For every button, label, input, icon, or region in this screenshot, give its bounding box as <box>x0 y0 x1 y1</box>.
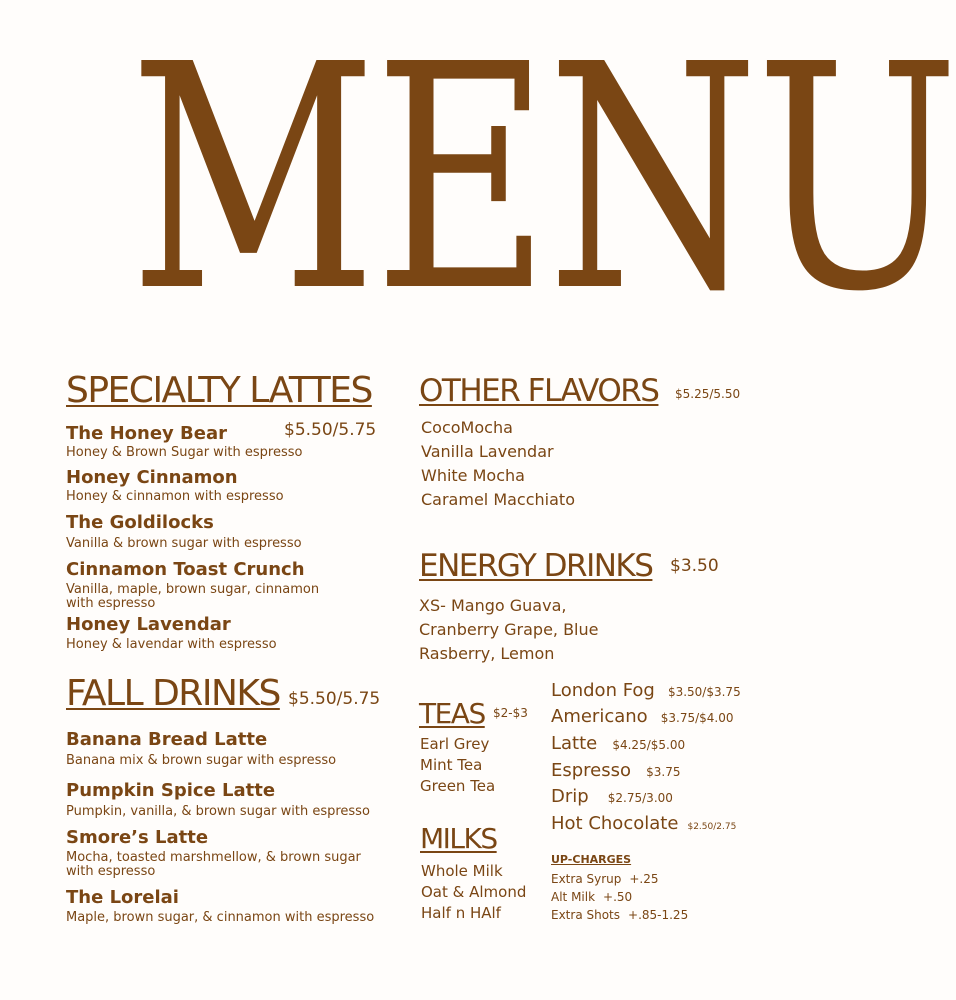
list-item <box>551 888 688 906</box>
list-item: Oat & Almond <box>421 883 527 901</box>
hot-item-price: $3.75/$4.00 <box>660 711 734 725</box>
energy-drinks-list <box>419 594 598 666</box>
item-name-honey-cinnamon: Honey Cinnamon <box>66 467 238 488</box>
list-item: White Mocha <box>421 466 525 485</box>
hot-item-price: $3.50/$3.75 <box>667 685 741 699</box>
upcharges-heading: UP-CHARGES <box>551 853 632 866</box>
hot-item-espresso <box>551 760 680 781</box>
hot-item-price: $4.25/$5.00 <box>612 738 686 752</box>
fall-drinks-heading: FALL DRINKS <box>66 673 280 714</box>
hot-item-name: Latte <box>551 733 598 754</box>
menu-title: MENU <box>129 0 956 360</box>
item-name-lorelai: The Lorelai <box>66 887 179 908</box>
specialty-lattes-heading: SPECIALTY LATTES <box>66 370 372 411</box>
energy-drinks-heading: ENERGY DRINKS <box>419 548 653 584</box>
item-name-honey-bear: The Honey Bear <box>66 423 227 444</box>
item-desc-goldilocks: Vanilla & brown sugar with espresso <box>66 536 302 551</box>
item-desc-banana-bread-latte: Banana mix & brown sugar with espresso <box>66 753 337 768</box>
list-item <box>551 906 688 924</box>
list-item: Mint Tea <box>420 756 483 774</box>
item-desc-honey-bear: Honey & Brown Sugar with espresso <box>66 445 303 460</box>
upcharge-name: Extra Syrup <box>551 872 622 886</box>
list-item: Caramel Macchiato <box>421 490 575 509</box>
hot-item-hot-chocolate <box>551 813 736 834</box>
hot-item-drip <box>551 786 673 807</box>
upcharge-name: Extra Shots <box>551 908 621 922</box>
hot-item-name: London Fog <box>551 680 655 701</box>
hot-item-name: Americano <box>551 706 648 727</box>
other-flavors-heading: OTHER FLAVORS <box>419 373 659 409</box>
upcharge-price: +.50 <box>603 890 633 904</box>
item-desc-honey-lavendar: Honey & lavendar with espresso <box>66 637 277 652</box>
upcharges-list <box>551 870 688 924</box>
hot-item-latte <box>551 733 685 754</box>
hot-item-price: $2.50/2.75 <box>687 822 737 832</box>
item-name-cinnamon-toast-crunch: Cinnamon Toast Crunch <box>66 559 305 580</box>
upcharge-price: +.85-1.25 <box>628 908 689 922</box>
item-name-pumpkin-spice-latte: Pumpkin Spice Latte <box>66 780 276 801</box>
hot-item-name: Hot Chocolate <box>551 813 679 834</box>
item-name-goldilocks: The Goldilocks <box>66 512 214 533</box>
item-desc-pumpkin-spice-latte: Pumpkin, vanilla, & brown sugar with espresso <box>66 804 370 819</box>
list-item: Green Tea <box>420 777 496 795</box>
hot-item-name: Espresso <box>551 760 632 781</box>
item-name-honey-lavendar: Honey Lavendar <box>66 614 231 635</box>
fall-price: $5.50/5.75 <box>288 689 381 709</box>
milks-heading: MILKS <box>420 822 497 855</box>
upcharge-price: +.25 <box>629 872 659 886</box>
energy-drinks-price: $3.50 <box>670 556 719 576</box>
hot-item-americano <box>551 706 734 727</box>
hot-item-price: $3.75 <box>646 765 681 779</box>
list-item: Earl Grey <box>420 735 490 753</box>
hot-item-price: $2.75/3.00 <box>607 791 673 805</box>
list-item: Half n HAlf <box>421 904 501 922</box>
upcharge-name: Alt Milk <box>551 890 596 904</box>
list-item: Whole Milk <box>421 862 503 880</box>
milks-list <box>421 861 526 924</box>
teas-price: $2-$3 <box>493 706 528 720</box>
specialty-price: $5.50/5.75 <box>284 420 377 440</box>
list-item: CocoMocha <box>421 418 513 437</box>
item-desc-lorelai: Maple, brown sugar, & cinnamon with espresso <box>66 910 375 925</box>
item-desc-smores-latte: Mocha, toasted marshmellow, & brown sugar with espresso <box>66 850 361 879</box>
other-flavors-price: $5.25/5.50 <box>675 387 741 401</box>
item-name-banana-bread-latte: Banana Bread Latte <box>66 729 268 750</box>
hot-item-london-fog <box>551 680 741 701</box>
list-item: Rasberry, Lemon <box>419 644 555 663</box>
item-name-smores-latte: Smore’s Latte <box>66 827 209 848</box>
other-flavors-list <box>421 416 575 512</box>
teas-list <box>420 734 495 797</box>
hot-item-name: Drip <box>551 786 589 807</box>
teas-heading: TEAS <box>419 697 485 730</box>
item-desc-cinnamon-toast-crunch: Vanilla, maple, brown sugar, cinnamon with espresso <box>66 582 320 611</box>
item-desc-honey-cinnamon: Honey & cinnamon with espresso <box>66 489 284 504</box>
list-item <box>551 870 688 888</box>
list-item: Cranberry Grape, Blue <box>419 620 599 639</box>
list-item: Vanilla Lavendar <box>421 442 554 461</box>
list-item: XS- Mango Guava, <box>419 596 567 615</box>
